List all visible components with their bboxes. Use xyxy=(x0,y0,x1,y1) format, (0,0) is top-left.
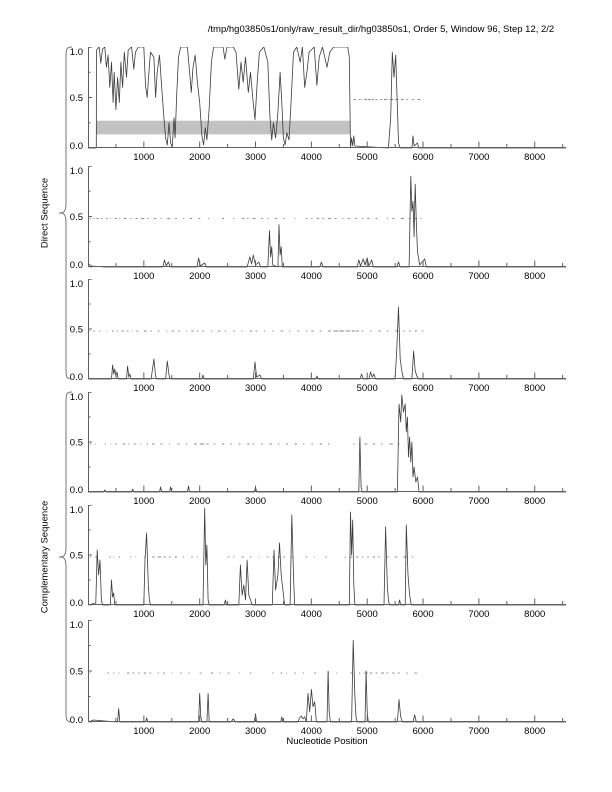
x-axis-label: Nucleotide Position xyxy=(286,736,368,747)
svg-text:3000: 3000 xyxy=(244,726,267,737)
svg-text:1000: 1000 xyxy=(133,726,155,737)
svg-text:3000: 3000 xyxy=(244,152,267,163)
svg-text:1.0: 1.0 xyxy=(69,47,83,58)
svg-text:1.0: 1.0 xyxy=(69,279,83,290)
svg-text:0.0: 0.0 xyxy=(69,715,83,726)
svg-text:6000: 6000 xyxy=(412,271,434,282)
svg-text:6000: 6000 xyxy=(412,726,434,737)
panel-complementary-2 xyxy=(0,505,612,623)
svg-text:1000: 1000 xyxy=(133,271,155,282)
svg-text:0.0: 0.0 xyxy=(69,485,83,496)
svg-text:8000: 8000 xyxy=(524,152,546,163)
svg-text:0.0: 0.0 xyxy=(69,141,83,152)
svg-text:1.0: 1.0 xyxy=(69,620,83,631)
svg-text:7000: 7000 xyxy=(468,152,490,163)
svg-text:1.0: 1.0 xyxy=(69,166,83,177)
svg-text:1000: 1000 xyxy=(133,152,155,163)
svg-text:2000: 2000 xyxy=(189,383,211,394)
svg-text:0.5: 0.5 xyxy=(69,212,83,223)
svg-text:4000: 4000 xyxy=(300,271,322,282)
svg-text:2000: 2000 xyxy=(189,496,211,507)
svg-text:6000: 6000 xyxy=(412,496,434,507)
svg-text:4000: 4000 xyxy=(300,609,322,620)
svg-text:1.0: 1.0 xyxy=(69,505,83,516)
svg-text:8000: 8000 xyxy=(524,383,546,394)
svg-text:2000: 2000 xyxy=(189,152,211,163)
svg-text:3000: 3000 xyxy=(244,271,267,282)
panel-direct-2 xyxy=(0,166,612,285)
svg-text:0.5: 0.5 xyxy=(69,666,83,678)
svg-text:5000: 5000 xyxy=(356,609,378,620)
panel-complementary-1 xyxy=(0,392,612,510)
svg-text:0.0: 0.0 xyxy=(69,598,83,609)
svg-text:3000: 3000 xyxy=(244,383,267,394)
svg-text:7000: 7000 xyxy=(468,726,490,737)
svg-text:0.5: 0.5 xyxy=(69,437,83,449)
svg-text:2000: 2000 xyxy=(189,271,211,282)
svg-text:6000: 6000 xyxy=(412,609,434,620)
svg-text:5000: 5000 xyxy=(356,726,378,737)
svg-text:5000: 5000 xyxy=(356,496,378,507)
direct-sequence-label: Direct Sequence xyxy=(39,177,51,249)
svg-text:4000: 4000 xyxy=(300,383,322,394)
svg-text:8000: 8000 xyxy=(524,271,546,282)
svg-text:0.5: 0.5 xyxy=(69,93,83,104)
svg-text:2000: 2000 xyxy=(189,726,211,737)
svg-text:4000: 4000 xyxy=(300,496,322,507)
svg-text:1000: 1000 xyxy=(133,609,155,620)
svg-text:7000: 7000 xyxy=(468,383,490,394)
panel-complementary-3 xyxy=(0,620,612,740)
svg-text:6000: 6000 xyxy=(412,152,434,163)
svg-text:0.5: 0.5 xyxy=(69,550,83,562)
panel-direct-1 xyxy=(0,47,612,166)
svg-text:8000: 8000 xyxy=(524,496,546,507)
svg-text:4000: 4000 xyxy=(300,726,322,737)
svg-text:5000: 5000 xyxy=(356,152,378,163)
svg-text:8000: 8000 xyxy=(524,726,546,737)
complementary-sequence-label: Complementary Sequence xyxy=(39,500,51,614)
svg-text:1.0: 1.0 xyxy=(69,392,83,403)
svg-text:1000: 1000 xyxy=(133,496,155,507)
svg-text:6000: 6000 xyxy=(412,383,434,394)
panel-direct-3 xyxy=(0,279,612,397)
svg-text:7000: 7000 xyxy=(468,609,490,620)
svg-text:4000: 4000 xyxy=(300,152,322,163)
svg-text:5000: 5000 xyxy=(356,271,378,282)
svg-text:7000: 7000 xyxy=(468,271,490,282)
svg-text:5000: 5000 xyxy=(356,383,378,394)
svg-text:0.0: 0.0 xyxy=(69,260,83,271)
svg-text:3000: 3000 xyxy=(244,609,267,620)
svg-text:3000: 3000 xyxy=(244,496,267,507)
svg-text:0.5: 0.5 xyxy=(69,324,83,336)
svg-text:1000: 1000 xyxy=(133,383,155,394)
svg-text:7000: 7000 xyxy=(468,496,490,507)
figure-title: /tmp/hg03850s1/only/raw_result_dir/hg03850s1, Order 5, Window 96, Step 12, 2/2 xyxy=(207,24,555,35)
svg-text:0.0: 0.0 xyxy=(69,372,83,383)
svg-text:2000: 2000 xyxy=(189,609,211,620)
svg-text:8000: 8000 xyxy=(524,609,546,620)
